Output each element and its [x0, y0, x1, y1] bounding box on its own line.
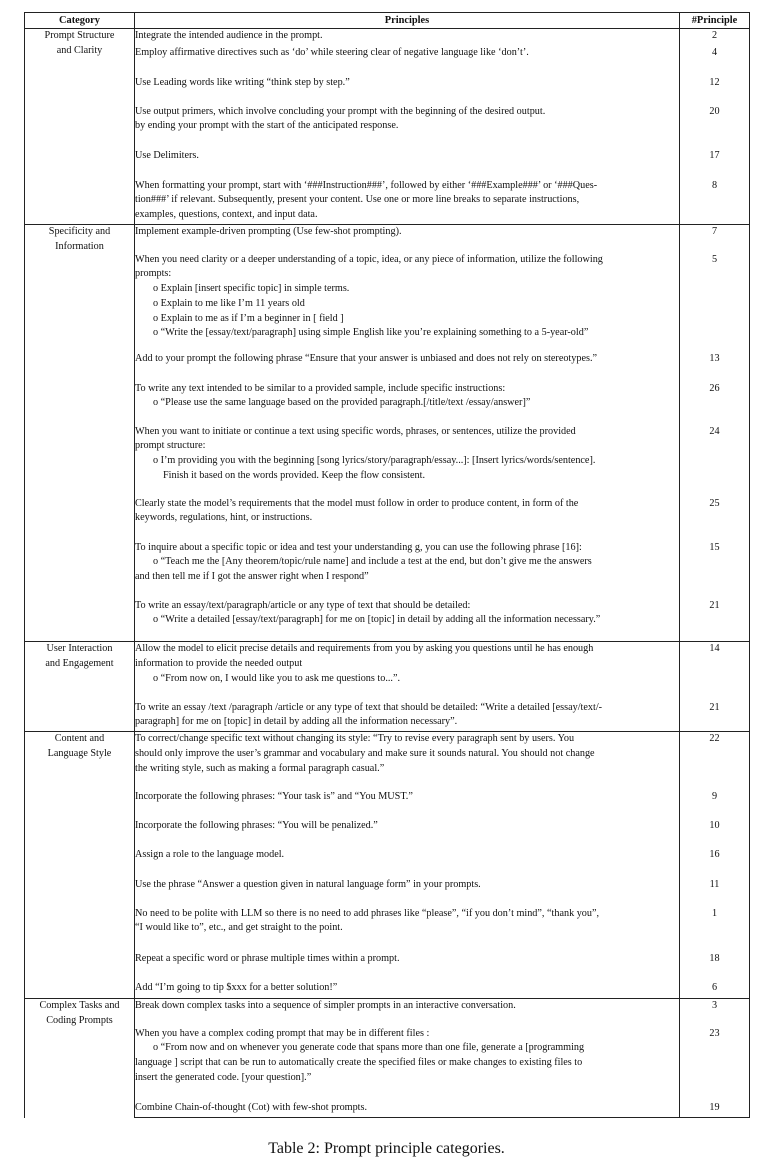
category-cell — [25, 29, 135, 225]
principle-number: 1 — [680, 907, 750, 952]
principle-number: 17 — [680, 149, 750, 179]
principle-cell — [135, 981, 680, 999]
principle-number: 11 — [680, 878, 750, 907]
principle-text-line: Combine Chain-of-thought (Cot) with few-shot prompts. — [135, 1101, 368, 1113]
principle-cell — [135, 1101, 680, 1118]
principle-text-line: and then tell me if I got the answer right when I respond” — [135, 571, 369, 583]
principle-cell — [135, 952, 680, 981]
principle-text-line: Add to your prompt the following phrase “Ensure that your answer is unbiased and does not rely on stereotypes.” — [135, 352, 598, 364]
principle-number: 15 — [680, 541, 750, 599]
category-label-line: Prompt Structure — [44, 30, 115, 41]
principle-text-line: To write an essay /text /paragraph /article or any type of text that should be detailed: “Write a detailed [essay/text/- — [135, 701, 603, 713]
principle-text-line: should only improve the user’s grammar and vocabulary and make sure it sounds natural. You should not change — [135, 747, 595, 759]
principle-number: 21 — [680, 701, 750, 732]
principle-text-line: o “Write the [essay/text/paragraph] using simple English like you’re explaining something to a 5-year-old” — [153, 327, 589, 339]
principle-cell — [135, 76, 680, 105]
principle-text-line: o “Write a detailed [essay/text/paragraph] for me on [topic] in detail by adding all the information necessary.” — [153, 614, 601, 626]
principle-cell — [135, 999, 680, 1027]
principle-number: 18 — [680, 952, 750, 981]
principle-text-line: Repeat a specific word or phrase multiple times within a prompt. — [135, 952, 400, 964]
principle-text-line: examples, questions, context, and input data. — [135, 209, 318, 221]
principle-cell — [135, 732, 680, 790]
principle-number: 12 — [680, 76, 750, 105]
table-header-row — [25, 13, 750, 29]
principle-number: 9 — [680, 790, 750, 819]
principle-number: 19 — [680, 1101, 750, 1118]
principle-text-line: To correct/change specific text without changing its style: “Try to revise every paragraph sent by users. You — [135, 733, 575, 744]
principle-number: 7 — [680, 225, 750, 253]
principle-text-line: o “From now and on whenever you generate code that spans more than one file, generate a [programming — [153, 1042, 585, 1054]
principle-text-line: Finish it based on the words provided. Keep the flow consistent. — [163, 469, 426, 481]
principle-number: 26 — [680, 382, 750, 425]
table-row — [25, 29, 750, 46]
principle-number: 5 — [680, 253, 750, 352]
principle-number: 8 — [680, 179, 750, 225]
principle-cell — [135, 382, 680, 425]
principle-cell — [135, 541, 680, 599]
principle-number: 13 — [680, 352, 750, 382]
principle-cell — [135, 642, 680, 701]
principle-text-line: o Explain to me like I’m 11 years old — [153, 297, 305, 309]
principle-number: 4 — [680, 46, 750, 76]
principle-number: 2 — [680, 29, 750, 46]
principle-text-line: Break down complex tasks into a sequence of simpler prompts in an interactive conversation. — [135, 1000, 516, 1011]
category-label-line: and Clarity — [56, 44, 103, 56]
category-label-line: Specificity and — [48, 226, 111, 237]
category-label-line: and Engagement — [45, 657, 114, 669]
category-label-line: Language Style — [47, 747, 112, 759]
category-label-line: Coding Prompts — [46, 1014, 113, 1026]
principle-text-line: keywords, regulations, hint, or instructions. — [135, 512, 313, 524]
principle-cell — [135, 819, 680, 848]
principle-cell — [135, 907, 680, 952]
principle-number: 14 — [680, 642, 750, 701]
principle-text-line: To write an essay/text/paragraph/article or any type of text that should be detailed: — [135, 599, 471, 611]
principle-text-line: When formatting your prompt, start with ‘###Instruction###’, followed by either ‘###Example###’ or ‘###Ques- — [135, 179, 598, 191]
principle-text-line: language ] script that can be run to automatically create the specified files or make changes to existing files to — [135, 1057, 583, 1069]
principle-number: 3 — [680, 999, 750, 1027]
principle-number: 16 — [680, 848, 750, 878]
principle-cell — [135, 425, 680, 497]
header-principles: Principles — [135, 13, 680, 29]
principle-cell — [135, 149, 680, 179]
principle-text-line: To inquire about a specific topic or idea and test your understanding g, you can use the following phrase [16]: — [135, 541, 582, 553]
principle-text-line: Use output primers, which involve concluding your prompt with the beginning of the desired output. — [135, 105, 546, 117]
table-row — [25, 732, 750, 790]
principle-text-line: Incorporate the following phrases: “You will be penalized.” — [135, 819, 378, 831]
category-label-line: User Interaction — [46, 643, 113, 654]
principle-text-line: prompt structure: — [135, 440, 206, 452]
principle-cell — [135, 1027, 680, 1101]
principle-text-line: Use Delimiters. — [135, 149, 199, 161]
principle-text-line: paragraph] for me on [topic] in detail by adding all the information necessary”. — [135, 716, 458, 728]
principle-cell — [135, 848, 680, 878]
principle-text-line: o I’m providing you with the beginning [song lyrics/story/paragraph/essay...]: [Insert lyrics/words/sentence]. — [153, 455, 596, 467]
principle-number: 21 — [680, 599, 750, 642]
principle-text-line: When you want to initiate or continue a text using specific words, phrases, or sentences, utilize the provided — [135, 425, 576, 437]
principle-text-line: Use the phrase “Answer a question given in natural language form” in your prompts. — [135, 878, 481, 890]
principle-cell — [135, 790, 680, 819]
principle-cell — [135, 29, 680, 46]
principle-number: 25 — [680, 497, 750, 541]
principle-cell — [135, 599, 680, 642]
principle-text-line: by ending your prompt with the start of the anticipated response. — [135, 120, 399, 132]
table-caption: Table 2: Prompt principle categories. — [268, 1140, 505, 1157]
principle-text-line: Use Leading words like writing “think step by step.” — [135, 76, 350, 88]
principle-text-line: Employ affirmative directives such as ‘do’ while steering clear of negative language like ‘don’t’. — [135, 46, 529, 58]
principle-text-line: information to provide the needed output — [135, 657, 303, 669]
principle-text-line: Integrate the intended audience in the prompt. — [135, 30, 323, 41]
header-principle-number: #Principle — [680, 13, 750, 29]
category-cell — [25, 642, 135, 732]
table-row — [25, 642, 750, 701]
category-cell — [25, 225, 135, 642]
principle-number: 24 — [680, 425, 750, 497]
principle-cell — [135, 878, 680, 907]
principle-cell — [135, 701, 680, 732]
category-cell — [25, 732, 135, 999]
principle-text-line: o “From now on, I would like you to ask me questions to...”. — [153, 672, 401, 684]
principle-text-line: To write any text intended to be similar to a provided sample, include specific instructions: — [135, 382, 506, 394]
category-label-line: Content and — [54, 733, 105, 744]
principle-text-line: o “Please use the same language based on the provided paragraph.[/title/text /essay/answer]” — [153, 397, 531, 409]
principle-cell — [135, 105, 680, 149]
principle-number: 23 — [680, 1027, 750, 1101]
table-body — [25, 29, 750, 1118]
principle-text-line: o Explain [insert specific topic] in simple terms. — [153, 283, 350, 295]
table-row — [25, 225, 750, 253]
principle-text-line: Clearly state the model’s requirements that the model must follow in order to produce content, in form of the — [135, 497, 579, 509]
principle-text-line: the writing style, such as making a formal paragraph casual.” — [135, 762, 385, 774]
principle-text-line: tion###’ if relevant. Subsequently, present your content. Use one or more line breaks to separate instructions, — [135, 194, 580, 206]
principle-number: 22 — [680, 732, 750, 790]
category-label-line: Information — [55, 240, 104, 252]
principle-cell — [135, 253, 680, 352]
principle-text-line: Add “I’m going to tip $xxx for a better solution!” — [135, 981, 338, 993]
principle-text-line: o Explain to me as if I’m a beginner in [ field ] — [153, 312, 344, 324]
principle-text-line: When you need clarity or a deeper understanding of a topic, idea, or any piece of information, utilize the following — [135, 253, 603, 265]
principle-cell — [135, 225, 680, 253]
principle-text-line: “I would like to”, etc., and get straight to the point. — [135, 922, 343, 934]
principle-cell — [135, 179, 680, 225]
principle-cell — [135, 352, 680, 382]
category-label-line: Complex Tasks and — [39, 1000, 120, 1011]
principle-number: 10 — [680, 819, 750, 848]
principle-number: 20 — [680, 105, 750, 149]
principle-text-line: Allow the model to elicit precise details and requirements from you by asking you questions until he has enough — [135, 643, 594, 654]
principle-text-line: Assign a role to the language model. — [135, 848, 285, 860]
principle-cell — [135, 46, 680, 76]
principle-text-line: Implement example-driven prompting (Use few-shot prompting). — [135, 226, 402, 237]
principle-text-line: When you have a complex coding prompt that may be in different files : — [135, 1027, 430, 1039]
principle-number: 6 — [680, 981, 750, 999]
header-category: Category — [25, 13, 135, 29]
principle-cell — [135, 497, 680, 541]
principle-text-line: No need to be polite with LLM so there is no need to add phrases like “please”, “if you don’t mind”, “thank you”, — [135, 907, 600, 919]
principle-text-line: prompts: — [135, 268, 172, 280]
principle-text-line: insert the generated code. [your question].” — [135, 1071, 312, 1083]
principle-text-line: Incorporate the following phrases: “Your task is” and “You MUST.” — [135, 790, 413, 802]
table-row — [25, 999, 750, 1027]
principle-text-line: o “Teach me the [Any theorem/topic/rule name] and include a test at the end, but don’t give me the answers — [153, 556, 592, 568]
category-cell — [25, 999, 135, 1118]
principles-table — [24, 12, 750, 1118]
